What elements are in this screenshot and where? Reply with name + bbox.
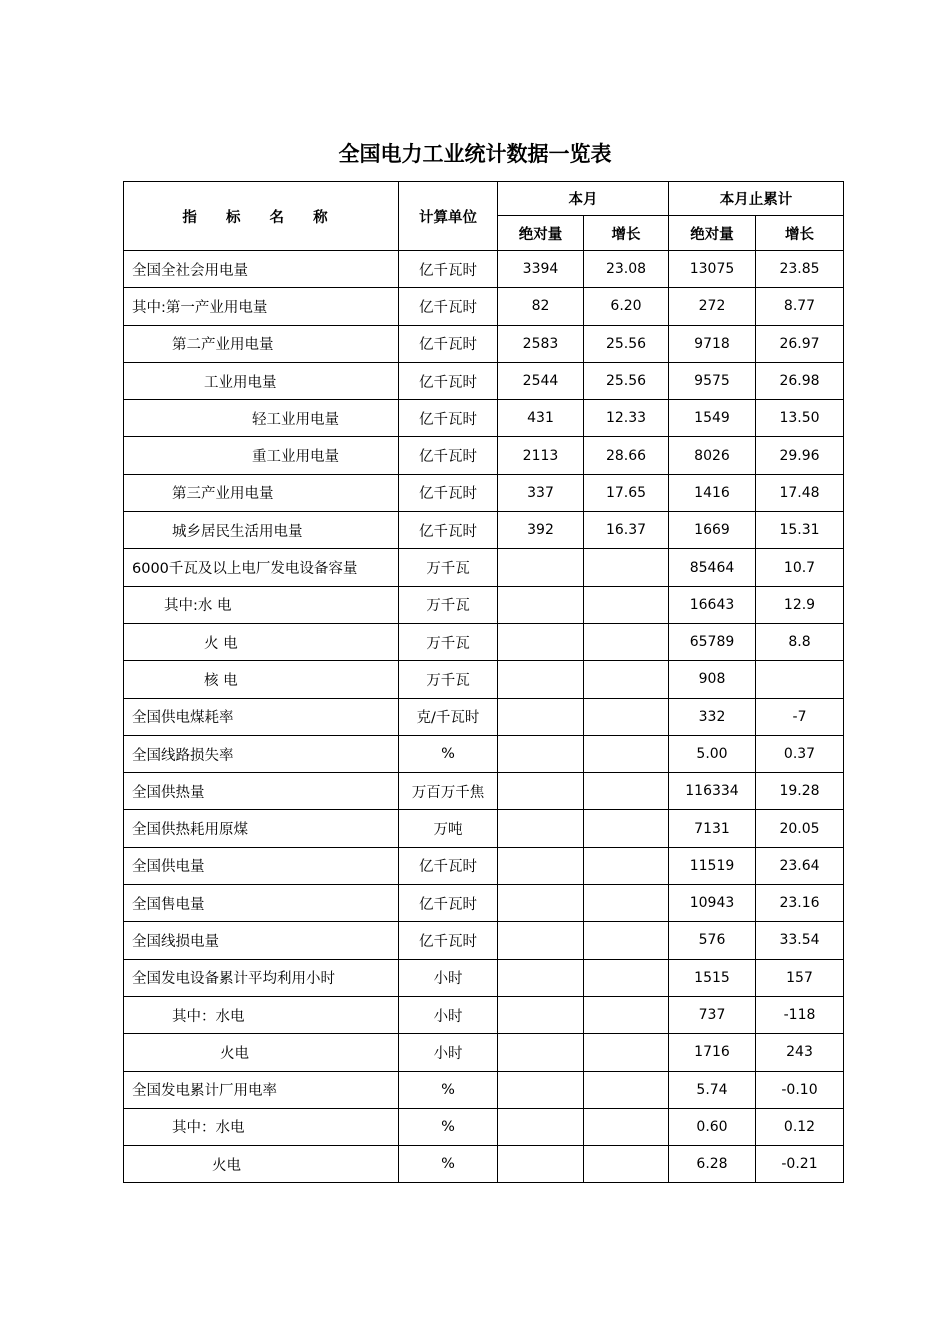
month-growth-cell (584, 810, 669, 847)
month-absolute-cell (498, 810, 584, 847)
cumulative-absolute-cell: 0.60 (669, 1108, 756, 1145)
month-growth-cell: 25.56 (584, 325, 669, 362)
table-row (124, 549, 844, 586)
cumulative-absolute-cell: 1549 (669, 400, 756, 437)
cumulative-absolute-cell: 11519 (669, 847, 756, 884)
cumulative-growth-cell: -0.10 (756, 1071, 844, 1108)
month-absolute-cell (498, 885, 584, 922)
cumulative-absolute-cell: 7131 (669, 810, 756, 847)
table-row (124, 362, 844, 399)
unit-cell: 亿千瓦时 (399, 437, 498, 474)
unit-cell: 小时 (399, 959, 498, 996)
table-row (124, 474, 844, 511)
cumulative-growth-cell: -7 (756, 698, 844, 735)
cumulative-absolute-cell: 332 (669, 698, 756, 735)
month-growth-cell: 17.65 (584, 474, 669, 511)
cumulative-absolute-cell: 85464 (669, 549, 756, 586)
cumulative-growth-cell: 20.05 (756, 810, 844, 847)
cumulative-absolute-cell: 6.28 (669, 1146, 756, 1183)
unit-cell: 万千瓦 (399, 586, 498, 623)
cumulative-absolute-cell: 1669 (669, 512, 756, 549)
table-row (124, 885, 844, 922)
cumulative-absolute-cell: 908 (669, 661, 756, 698)
month-growth-cell (584, 698, 669, 735)
indicator-name: 其中:第一产业用电量 (124, 288, 399, 325)
month-absolute-cell (498, 847, 584, 884)
cumulative-absolute-cell: 1416 (669, 474, 756, 511)
indicator-name: 全国线损电量 (124, 922, 399, 959)
indicator-name: 火电 (124, 1146, 399, 1183)
cumulative-absolute-cell: 5.74 (669, 1071, 756, 1108)
header-this-month: 本月 (498, 182, 669, 216)
cumulative-growth-cell (756, 661, 844, 698)
cumulative-growth-cell: 157 (756, 959, 844, 996)
header-row (124, 182, 844, 216)
cumulative-growth-cell: 33.54 (756, 922, 844, 959)
cumulative-growth-cell: -0.21 (756, 1146, 844, 1183)
month-absolute-cell: 3394 (498, 251, 584, 288)
indicator-name: 第三产业用电量 (124, 474, 399, 511)
table-row (124, 400, 844, 437)
unit-cell: 万千瓦 (399, 661, 498, 698)
month-absolute-cell (498, 735, 584, 772)
cumulative-growth-cell: 26.98 (756, 362, 844, 399)
cumulative-growth-cell: 23.64 (756, 847, 844, 884)
month-absolute-cell: 392 (498, 512, 584, 549)
month-absolute-cell (498, 1071, 584, 1108)
indicator-name: 火电 (124, 1034, 399, 1071)
indicator-name: 全国线路损失率 (124, 735, 399, 772)
table-row (124, 661, 844, 698)
cumulative-absolute-cell: 10943 (669, 885, 756, 922)
cumulative-growth-cell: 29.96 (756, 437, 844, 474)
indicator-name: 重工业用电量 (124, 437, 399, 474)
cumulative-growth-cell: 0.37 (756, 735, 844, 772)
cumulative-absolute-cell: 9718 (669, 325, 756, 362)
month-growth-cell (584, 586, 669, 623)
indicator-name: 核 电 (124, 661, 399, 698)
unit-cell: % (399, 735, 498, 772)
cumulative-absolute-cell: 13075 (669, 251, 756, 288)
month-growth-cell: 23.08 (584, 251, 669, 288)
cumulative-growth-cell: 0.12 (756, 1108, 844, 1145)
month-absolute-cell: 337 (498, 474, 584, 511)
month-growth-cell (584, 623, 669, 660)
indicator-name: 全国供电煤耗率 (124, 698, 399, 735)
month-growth-cell (584, 1034, 669, 1071)
indicator-name: 6000千瓦及以上电厂发电设备容量 (124, 549, 399, 586)
month-absolute-cell (498, 586, 584, 623)
cumulative-growth-cell: 26.97 (756, 325, 844, 362)
unit-cell: 亿千瓦时 (399, 400, 498, 437)
month-growth-cell: 6.20 (584, 288, 669, 325)
cumulative-absolute-cell: 65789 (669, 623, 756, 660)
unit-cell: % (399, 1108, 498, 1145)
unit-cell: 克/千瓦时 (399, 698, 498, 735)
unit-cell: 万吨 (399, 810, 498, 847)
month-absolute-cell (498, 1034, 584, 1071)
month-growth-cell (584, 661, 669, 698)
month-growth-cell (584, 885, 669, 922)
month-absolute-cell: 2113 (498, 437, 584, 474)
cumulative-absolute-cell: 1716 (669, 1034, 756, 1071)
month-growth-cell: 12.33 (584, 400, 669, 437)
table-row (124, 288, 844, 325)
table-row (124, 325, 844, 362)
month-absolute-cell (498, 661, 584, 698)
cumulative-growth-cell: 8.77 (756, 288, 844, 325)
table-row (124, 810, 844, 847)
page-title: 全国电力工业统计数据一览表 (338, 142, 612, 166)
month-growth-cell (584, 847, 669, 884)
cumulative-growth-cell: 15.31 (756, 512, 844, 549)
table-row (124, 847, 844, 884)
unit-cell: 亿千瓦时 (399, 288, 498, 325)
month-absolute-cell (498, 549, 584, 586)
month-growth-cell: 28.66 (584, 437, 669, 474)
table-row (124, 959, 844, 996)
indicator-name: 火 电 (124, 623, 399, 660)
month-growth-cell (584, 549, 669, 586)
unit-cell: 亿千瓦时 (399, 885, 498, 922)
indicator-name: 工业用电量 (124, 362, 399, 399)
unit-cell: 亿千瓦时 (399, 325, 498, 362)
unit-cell: % (399, 1146, 498, 1183)
cumulative-absolute-cell: 272 (669, 288, 756, 325)
header-cumulative: 本月止累计 (669, 182, 844, 216)
unit-cell: 亿千瓦时 (399, 474, 498, 511)
unit-cell: 亿千瓦时 (399, 362, 498, 399)
indicator-name: 全国全社会用电量 (124, 251, 399, 288)
month-absolute-cell (498, 922, 584, 959)
table-row (124, 1108, 844, 1145)
month-growth-cell: 16.37 (584, 512, 669, 549)
unit-cell: 万百万千焦 (399, 773, 498, 810)
cumulative-growth-cell: 23.16 (756, 885, 844, 922)
cumulative-absolute-cell: 16643 (669, 586, 756, 623)
unit-cell: 亿千瓦时 (399, 512, 498, 549)
header-cum-absolute: 绝对量 (669, 216, 756, 251)
month-absolute-cell (498, 959, 584, 996)
unit-cell: 小时 (399, 1034, 498, 1071)
table-row (124, 1146, 844, 1183)
header-month-absolute: 绝对量 (498, 216, 584, 251)
month-absolute-cell: 82 (498, 288, 584, 325)
month-absolute-cell (498, 996, 584, 1033)
cumulative-absolute-cell: 8026 (669, 437, 756, 474)
unit-cell: 万千瓦 (399, 623, 498, 660)
indicator-name: 其中：水电 (124, 1108, 399, 1145)
unit-cell: % (399, 1071, 498, 1108)
cumulative-growth-cell: 12.9 (756, 586, 844, 623)
cumulative-absolute-cell: 9575 (669, 362, 756, 399)
table-row (124, 1034, 844, 1071)
month-growth-cell: 25.56 (584, 362, 669, 399)
cumulative-growth-cell: 8.8 (756, 623, 844, 660)
indicator-name: 全国供热耗用原煤 (124, 810, 399, 847)
month-absolute-cell: 2544 (498, 362, 584, 399)
cumulative-growth-cell: 17.48 (756, 474, 844, 511)
month-growth-cell (584, 959, 669, 996)
cumulative-absolute-cell: 116334 (669, 773, 756, 810)
indicator-name: 全国发电累计厂用电率 (124, 1071, 399, 1108)
cumulative-growth-cell: 13.50 (756, 400, 844, 437)
month-growth-cell (584, 996, 669, 1033)
table-row (124, 698, 844, 735)
cumulative-growth-cell: 243 (756, 1034, 844, 1071)
month-absolute-cell: 2583 (498, 325, 584, 362)
indicator-name: 其中：水电 (124, 996, 399, 1033)
unit-cell: 亿千瓦时 (399, 251, 498, 288)
table-row (124, 586, 844, 623)
table-row (124, 922, 844, 959)
month-absolute-cell (498, 698, 584, 735)
cumulative-growth-cell: 19.28 (756, 773, 844, 810)
table-row (124, 512, 844, 549)
cumulative-growth-cell: -118 (756, 996, 844, 1033)
unit-cell: 亿千瓦时 (399, 922, 498, 959)
table-row (124, 251, 844, 288)
indicator-name: 第二产业用电量 (124, 325, 399, 362)
statistics-table (123, 181, 844, 1183)
header-cum-growth: 增长 (756, 216, 844, 251)
table-row (124, 735, 844, 772)
cumulative-growth-cell: 23.85 (756, 251, 844, 288)
month-absolute-cell (498, 1146, 584, 1183)
table-row (124, 996, 844, 1033)
table-row (124, 623, 844, 660)
header-month-growth: 增长 (584, 216, 669, 251)
cumulative-absolute-cell: 737 (669, 996, 756, 1033)
indicator-name: 全国售电量 (124, 885, 399, 922)
unit-cell: 万千瓦 (399, 549, 498, 586)
header-indicator-name: 指 标 名 称 (124, 182, 399, 251)
month-absolute-cell (498, 1108, 584, 1145)
month-growth-cell (584, 1146, 669, 1183)
indicator-name: 全国供热量 (124, 773, 399, 810)
month-growth-cell (584, 1108, 669, 1145)
unit-cell: 亿千瓦时 (399, 847, 498, 884)
month-growth-cell (584, 773, 669, 810)
month-absolute-cell (498, 773, 584, 810)
unit-cell: 小时 (399, 996, 498, 1033)
indicator-name: 全国发电设备累计平均利用小时 (124, 959, 399, 996)
header-unit: 计算单位 (399, 182, 498, 251)
cumulative-growth-cell: 10.7 (756, 549, 844, 586)
month-absolute-cell: 431 (498, 400, 584, 437)
month-growth-cell (584, 1071, 669, 1108)
cumulative-absolute-cell: 576 (669, 922, 756, 959)
cumulative-absolute-cell: 1515 (669, 959, 756, 996)
month-growth-cell (584, 735, 669, 772)
table-row (124, 1071, 844, 1108)
indicator-name: 轻工业用电量 (124, 400, 399, 437)
indicator-name: 全国供电量 (124, 847, 399, 884)
table-row (124, 437, 844, 474)
table-row (124, 773, 844, 810)
indicator-name: 城乡居民生活用电量 (124, 512, 399, 549)
indicator-name: 其中:水 电 (124, 586, 399, 623)
cumulative-absolute-cell: 5.00 (669, 735, 756, 772)
month-absolute-cell (498, 623, 584, 660)
month-growth-cell (584, 922, 669, 959)
